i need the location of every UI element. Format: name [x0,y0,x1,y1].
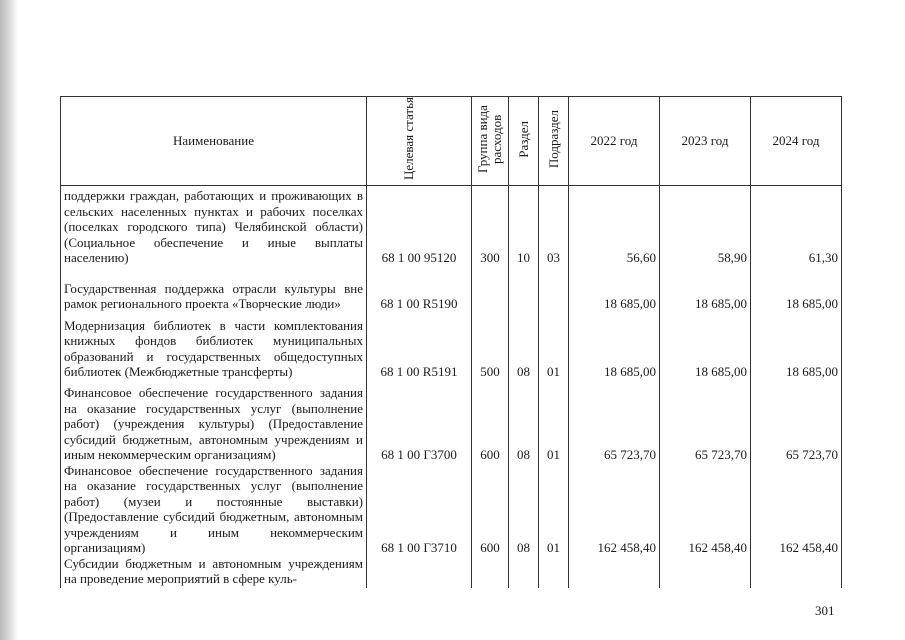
row-target: 68 1 00 Г3700 [367,380,472,463]
row-2023: 18 685,00 [660,312,751,380]
row-2022: 56,60 [569,185,660,266]
page-number: 301 [815,603,835,618]
header-name: Наименование [61,97,367,186]
row-section [509,266,539,312]
table-row [61,380,842,463]
row-subsection [539,266,569,312]
header-2023: 2023 год [660,97,751,186]
header-2022: 2022 год [569,97,660,186]
row-2024: 162 458,40 [751,463,842,556]
row-2023 [660,556,751,588]
row-name: Финансовое обеспечение государственного задания на оказание государственных услуг (выполнение работ) (музеи и постоянные выставки) (Предоставление субсидий бюджетным, автономным учреждениям и иным некоммерческим организациям) [61,463,367,556]
table-row [61,312,842,380]
row-target [367,556,472,588]
row-2022: 18 685,00 [569,266,660,312]
row-2024: 65 723,70 [751,380,842,463]
row-section: 08 [509,380,539,463]
row-2024 [751,556,842,588]
row-name: Финансовое обеспечение государственного задания на оказание государственных услуг (выполнение работ) (учреждения культуры) (Предоставление субсидий бюджетным, автономным учреждениям и иным некоммерческим организациям) [61,380,367,463]
header-group: Группа вида расходов [472,97,509,186]
row-group: 500 [472,312,509,380]
row-group [472,266,509,312]
table-row [61,556,842,588]
row-name: Субсидии бюджетным и автономным учреждениям на проведение мероприятий в сфере куль- [61,556,367,588]
row-2023: 65 723,70 [660,380,751,463]
row-2024: 61,30 [751,185,842,266]
row-subsection: 01 [539,312,569,380]
row-2022: 65 723,70 [569,380,660,463]
row-section: 10 [509,185,539,266]
row-subsection: 03 [539,185,569,266]
header-target: Целевая статья [367,97,472,186]
row-group: 600 [472,463,509,556]
table-row [61,185,842,266]
table-row [61,463,842,556]
budget-table [60,96,842,588]
row-target: 68 1 00 Г3710 [367,463,472,556]
row-name: Модернизация библиотек в части комплектования книжных фондов библиотек муниципальных образований и государственных общедоступных библиотек (Межбюджетные трансферты) [61,312,367,380]
row-section: 08 [509,463,539,556]
row-group: 600 [472,380,509,463]
row-2022: 162 458,40 [569,463,660,556]
row-2023: 162 458,40 [660,463,751,556]
table-header-row [61,97,842,186]
row-group: 300 [472,185,509,266]
row-2024: 18 685,00 [751,312,842,380]
scan-edge-shadow [0,0,18,640]
row-target: 68 1 00 R5190 [367,266,472,312]
row-name: поддержки граждан, работающих и проживающих в сельских населенных пунктах и рабочих поселках (поселках городского типа) Челябинской области) (Социальное обеспечение и иные выплаты населению) [61,185,367,266]
row-target: 68 1 00 95120 [367,185,472,266]
header-2024: 2024 год [751,97,842,186]
row-2023: 58,90 [660,185,751,266]
row-group [472,556,509,588]
row-2022 [569,556,660,588]
row-2024: 18 685,00 [751,266,842,312]
row-subsection: 01 [539,463,569,556]
row-section: 08 [509,312,539,380]
table-row [61,266,842,312]
row-subsection [539,556,569,588]
row-section [509,556,539,588]
row-target: 68 1 00 R5191 [367,312,472,380]
row-name: Государственная поддержка отрасли культуры вне рамок регионального проекта «Творческие люди» [61,266,367,312]
row-subsection: 01 [539,380,569,463]
header-subsection: Подраздел [539,97,569,186]
row-2023: 18 685,00 [660,266,751,312]
header-section: Раздел [509,97,539,186]
row-2022: 18 685,00 [569,312,660,380]
